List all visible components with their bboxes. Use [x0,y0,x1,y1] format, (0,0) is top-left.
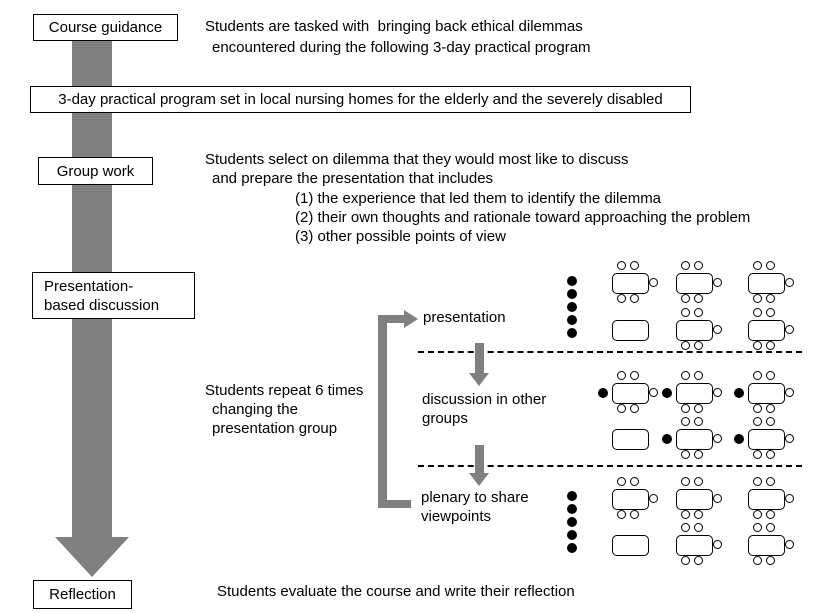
discussion-seating-table [748,429,785,450]
groupwork-annotation-line1: Students select on dilemma that they would most like to discuss [205,151,629,168]
seat-circle [766,341,775,350]
plenary-seating-table [676,489,713,510]
discussion-seating-table [748,383,785,404]
plenary-seating-table [676,535,713,556]
seat-circle [713,434,722,443]
groupwork-annotation-line2: and prepare the presentation that includes [212,170,494,187]
seat-circle [785,434,794,443]
seat-circle [713,494,722,503]
guidance-annotation-line1: Students are tasked with bringing back ethical dilemmas [205,18,583,35]
seat-circle [766,477,775,486]
seat-circle [617,510,626,519]
discussion-seating-empty-table [612,429,649,450]
discussion-seating-table [676,383,713,404]
seat-circle [785,494,794,503]
seat-circle [753,341,762,350]
repeat-annotation-line1: Students repeat 6 times [205,382,364,399]
cycle-step-discussion-line1: discussion in other [422,391,547,408]
seat-circle [617,371,626,380]
seat-circle [694,450,703,459]
seat-circle [713,278,722,287]
seat-circle [694,371,703,380]
seat-circle [694,404,703,413]
seat-circle [753,294,762,303]
step-box-reflection [33,580,132,609]
seat-circle [785,278,794,287]
presentation-seating-table [676,320,713,341]
groupwork-annotation-item3: (3) other possible points of view [295,228,506,245]
seat-circle [617,261,626,270]
seat-circle [753,371,762,380]
seat-circle [681,450,690,459]
seat-circle [649,494,658,503]
seat-circle [681,417,690,426]
seat-circle [766,404,775,413]
plenary-seating-table [612,489,649,510]
seat-circle [694,523,703,532]
seat-circle [681,510,690,519]
seat-circle [630,477,639,486]
seat-circle [766,556,775,565]
presenter-dot [662,388,672,398]
seat-circle [617,294,626,303]
presentation-seating-table [748,320,785,341]
seat-circle [630,294,639,303]
presentation-seating-presenter-dot [567,302,577,312]
practical-program-label: 3-day practical program set in local nursing homes for the elderly and the severely disabled [58,91,663,108]
seat-circle [766,417,775,426]
seat-circle [694,294,703,303]
plenary-seating-presenter-dot [567,530,577,540]
seat-circle [753,417,762,426]
step-box-presentation-discussion [32,272,195,319]
seat-circle [766,523,775,532]
plenary-seating-presenter-dot [567,543,577,553]
presentation-seating-presenter-dot [567,276,577,286]
seat-circle [766,371,775,380]
seat-circle [617,477,626,486]
seat-circle [681,556,690,565]
seat-circle [630,371,639,380]
presentation-seating-presenter-dot [567,328,577,338]
seat-circle [753,510,762,519]
seat-circle [694,417,703,426]
seat-circle [753,523,762,532]
seat-circle [766,510,775,519]
presentation-seating-table [612,273,649,294]
plenary-seating-table [748,489,785,510]
presentation-seating-presenter-dot [567,315,577,325]
step-box-practical-program [30,86,691,113]
seat-circle [694,556,703,565]
plenary-seating-presenter-dot [567,504,577,514]
group-work-label: Group work [56,162,135,180]
presentation-seating-table [676,273,713,294]
presentation-seating-empty-table [612,320,649,341]
seat-circle [785,540,794,549]
reflection-annotation: Students evaluate the course and write their reflection [217,583,575,600]
seat-circle [681,477,690,486]
seat-circle [681,523,690,532]
guidance-annotation-line2: encountered during the following 3-day practical program [212,39,591,56]
seat-circle [753,261,762,270]
groupwork-annotation-item2: (2) their own thoughts and rationale toward approaching the problem [295,209,751,226]
presenter-dot [662,434,672,444]
discussion-seating-table [676,429,713,450]
seat-circle [649,388,658,397]
repeat-annotation-line2: changing the [212,401,298,418]
seat-circle [694,477,703,486]
seat-circle [617,404,626,413]
groupwork-annotation-item1: (1) the experience that led them to identify the dilemma [295,190,662,207]
seat-circle [681,341,690,350]
seat-circle [681,294,690,303]
plenary-seating-empty-table [612,535,649,556]
repeat-annotation-line3: presentation group [212,420,338,437]
seat-circle [630,404,639,413]
seat-circle [785,388,794,397]
course-guidance-label: Course guidance [48,19,163,36]
presentation-seating-table [748,273,785,294]
cycle-step-plenary-line2: viewpoints [421,508,492,525]
seat-circle [766,294,775,303]
seat-circle [713,325,722,334]
discussion-seating-table [612,383,649,404]
seat-circle [753,477,762,486]
seat-circle [753,308,762,317]
presenter-dot [734,388,744,398]
presenter-dot [598,388,608,398]
cycle-step-presentation: presentation [423,309,506,326]
seat-circle [713,540,722,549]
plenary-seating-presenter-dot [567,517,577,527]
step-box-course-guidance [33,14,178,41]
seat-circle [681,308,690,317]
seat-circle [681,371,690,380]
seat-circle [753,556,762,565]
seat-circle [766,450,775,459]
reflection-label: Reflection [49,586,116,603]
seat-circle [630,261,639,270]
seat-circle [630,510,639,519]
cycle-step-plenary-line1: plenary to share [421,489,529,506]
plenary-seating-table [748,535,785,556]
seat-circle [694,261,703,270]
seat-circle [681,404,690,413]
seat-circle [649,278,658,287]
presentation-discussion-label: Presentation- based discussion [44,277,160,314]
seat-circle [694,510,703,519]
cycle-step-discussion-line2: groups [422,410,468,427]
seat-circle [766,308,775,317]
seat-circle [694,308,703,317]
seat-circle [681,261,690,270]
step-box-group-work [38,157,153,185]
seat-circle [766,261,775,270]
seat-circle [694,341,703,350]
presenter-dot [734,434,744,444]
seat-circle [753,450,762,459]
seat-circle [785,325,794,334]
plenary-seating-presenter-dot [567,491,577,501]
presentation-seating-presenter-dot [567,289,577,299]
seat-circle [713,388,722,397]
seat-circle [753,404,762,413]
